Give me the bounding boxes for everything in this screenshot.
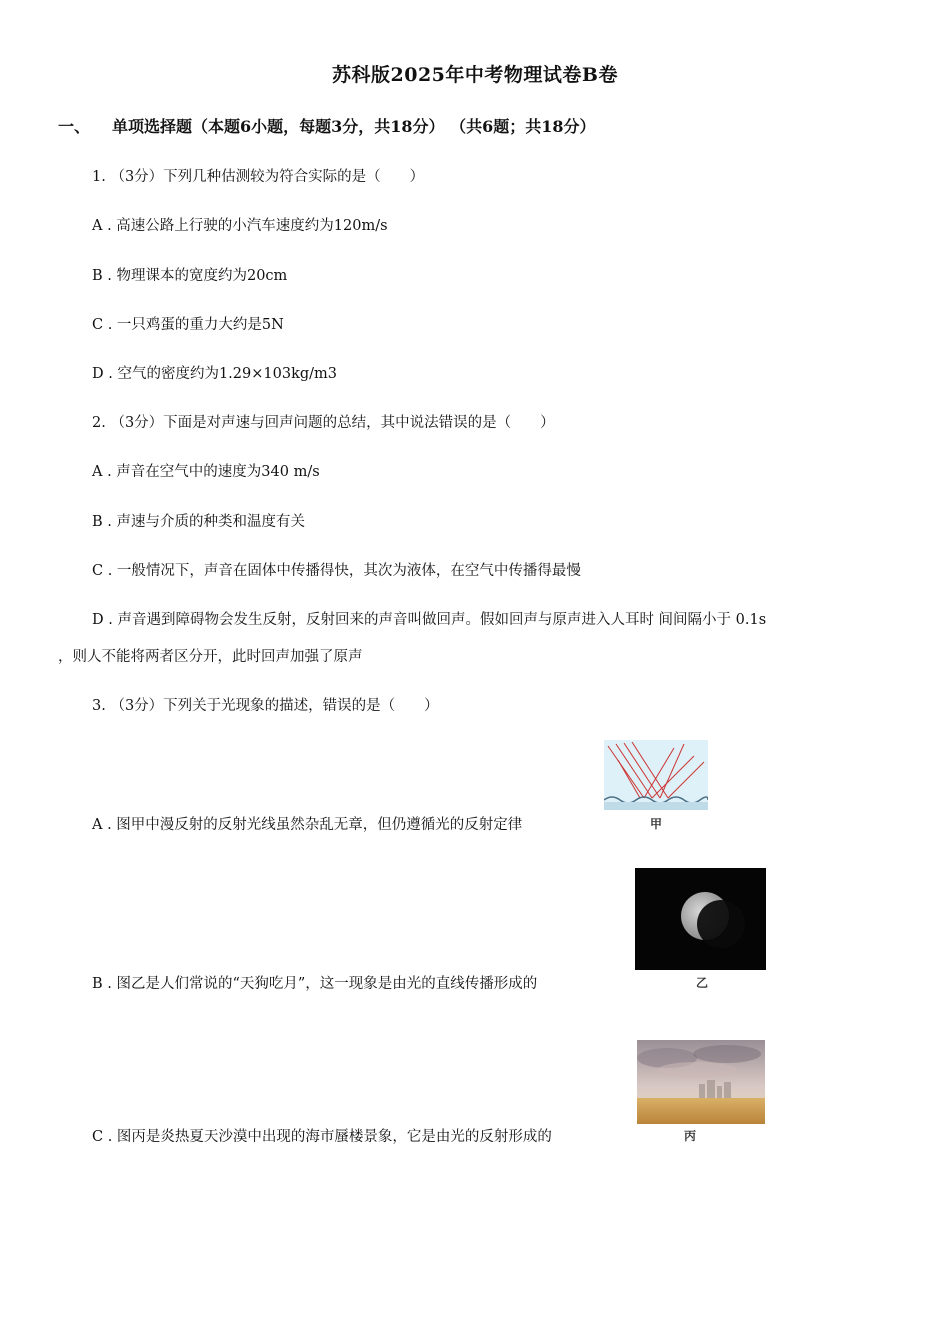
diffuse-reflection-figure: [604, 740, 708, 810]
section-number: 一、: [58, 117, 91, 136]
question-2-option-b: B . 声速与介质的种类和温度有关: [92, 514, 305, 530]
mirage-figure: [637, 1040, 765, 1124]
question-1-stem: 1. （3分）下列几种估测较为符合实际的是（ ）: [92, 169, 425, 185]
question-1-option-b: B . 物理课本的宽度约为20cm: [92, 268, 288, 284]
question-2-option-a: A . 声音在空气中的速度为340 m/s: [92, 464, 320, 480]
question-3-stem: 3. （3分）下列关于光现象的描述，错误的是（ ）: [92, 698, 439, 714]
page-title: 苏科版2025年中考物理试卷B卷: [332, 64, 618, 86]
question-1-option-a: A . 高速公路上行驶的小汽车速度约为120m/s: [92, 218, 388, 234]
question-3-option-b: B . 图乙是人们常说的“天狗吃月”，这一现象是由光的直线传播形成的: [92, 976, 538, 992]
question-1-option-c: C . 一只鸡蛋的重力大约是5N: [92, 317, 284, 333]
section-heading-text: 单项选择题（本题6小题，每题3分，共18分） （共6题；共18分）: [112, 117, 596, 136]
question-2-stem: 2. （3分）下面是对声速与回声问题的总结，其中说法错误的是（ ）: [92, 415, 555, 431]
figure-label-jia: 甲: [649, 817, 662, 831]
section-heading: [58, 114, 596, 137]
question-2-option-d-continuation: ，则人不能将两者区分开，此时回声加强了原声: [58, 649, 363, 665]
question-2-option-c: C . 一般情况下，声音在固体中传播得快，其次为液体，在空气中传播得最慢: [92, 563, 581, 579]
lunar-eclipse-figure: [635, 868, 766, 970]
figure-label-bing: 丙: [683, 1129, 696, 1143]
question-3-option-c: C . 图丙是炎热夏天沙漠中出现的海市蜃楼景象，它是由光的反射形成的: [92, 1129, 552, 1145]
question-2-option-d: D . 声音遇到障碍物会发生反射，反射回来的声音叫做回声。假如回声与原声进入人耳时 间间隔小于 0.1s: [92, 612, 767, 628]
question-3-option-a: A . 图甲中漫反射的反射光线虽然杂乱无章，但仍遵循光的反射定律: [92, 817, 523, 833]
figure-label-yi: 乙: [695, 976, 708, 990]
question-1-option-d: D . 空气的密度约为1.29×103kg/m3: [92, 366, 337, 382]
